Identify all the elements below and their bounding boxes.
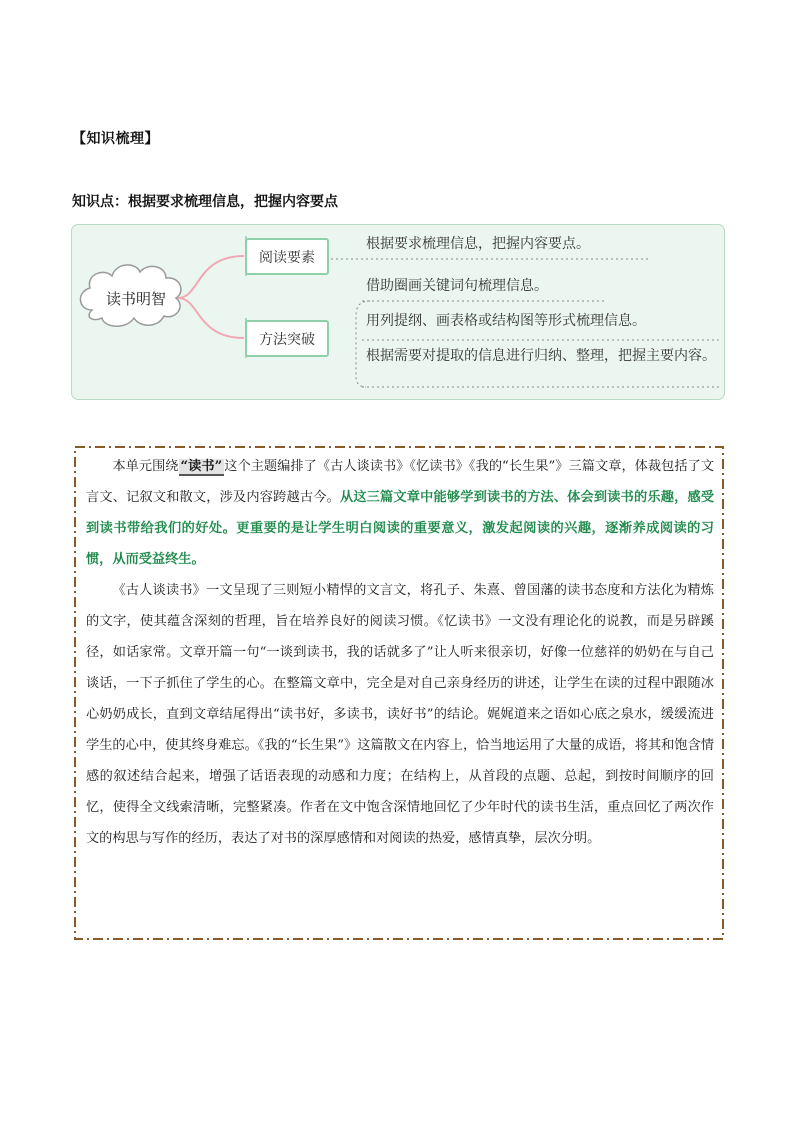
leaf-item: 借助圈画关键词句梳理信息。 (366, 278, 548, 294)
leaf-item: 用列提纲、画表格或结构图等形式梳理信息。 (366, 313, 646, 329)
leaf-item: 根据要求梳理信息，把握内容要点。 (366, 236, 590, 252)
leaf-item: 根据需要对提取的信息进行归纳、整理，把握主要内容。 (366, 348, 716, 364)
branch-method-breakthrough: 方法突破 (245, 320, 329, 357)
mindmap-root: 读书明智 (105, 290, 166, 308)
mindmap-connectors (178, 256, 244, 338)
article-paragraph-1: 本单元围绕 “读书” 这个主题编排了《古人谈读书》《忆读书》《我的“长生果”》三篇文章，体裁包括了文言文、记叙文和散文，涉及内容跨越古今。从这三篇文章中能够学到读书的方法、体会到读书的乐趣，感受到读书带给我们的好处。更重要的是让学生明白阅读的重要意义，激发起阅读的兴趣，逐渐养成阅读的习惯，从而受益终生。 (86, 459, 715, 567)
key-summary: 从这三篇文章中能够学到读书的方法、体会到读书的乐趣，感受到读书带给我们的好处。更重要的是让学生明白阅读的重要意义，激发起阅读的兴趣，逐渐养成阅读的习惯，从而受益终生。 (86, 490, 715, 567)
article-paragraph-2: 《古人谈读书》一文呈现了三则短小精悍的文言文，将孔子、朱熹、曾国藩的读书态度和方法化为精炼的文字，使其蕴含深刻的哲理，旨在培养良好的阅读习惯。《忆读书》一文没有理论化的说教，而是另辟蹊径，如话家常。文章开篇一句“一谈到读书，我的话就多了”让人听来很亲切，好像一位慈祥的奶奶在与自己谈话，一下子抓住了学生的心。在整篇文章中，完全是对自己亲身经历的讲述，让学生在读的过程中跟随冰心奶奶成长，直到文章结尾得出“读书好，多读书，读好书”的结论。娓娓道来之语如心底之泉水，缓缓流进学生的心中，使其终身难忘。《我的“长生果”》这篇散文在内容上，恰当地运用了大量的成语，将其和饱含情感的叙述结合起来，增强了话语表现的动感和力度；在结构上，从首段的点题、总起，到按时间顺序的回忆，使得全文线索清晰，完整紧凑。作者在文中饱含深情地回忆了少年时代的读书生活，重点回忆了两次作文的构思与写作的经历，表达了对书的深厚感情和对阅读的热爱，感情真挚，层次分明。 (86, 583, 714, 846)
knowledge-point-heading: 知识点：根据要求梳理信息，把握内容要点 (72, 194, 338, 210)
highlighted-keyword: “读书” (180, 459, 223, 474)
section-title: 【知识梳理】 (72, 131, 159, 147)
article-body (86, 451, 714, 854)
branch-reading-elements: 阅读要素 (245, 238, 329, 275)
